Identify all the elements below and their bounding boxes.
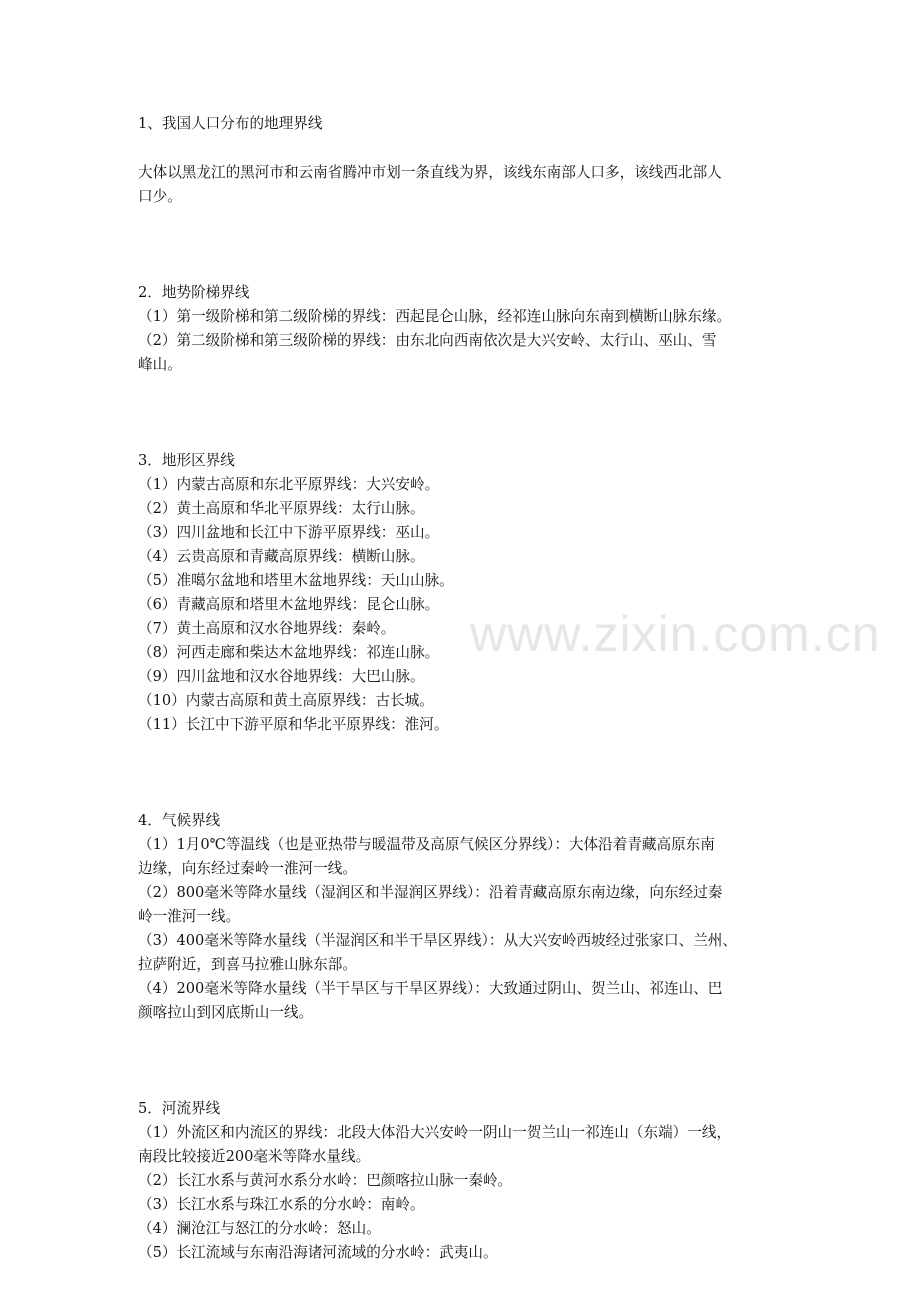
paragraph-line: 大体以黑龙江的黑河市和云南省腾冲市划一条直线为界，该线东南部人口多，该线西北部人	[138, 164, 722, 181]
list-item-continued: 颜喀拉山到冈底斯山一线。	[138, 1004, 314, 1021]
section-title: 5．河流界线	[138, 1100, 221, 1117]
list-item-continued: 峰山。	[138, 356, 182, 373]
paragraph-line: 口少。	[138, 188, 182, 205]
document-body	[138, 112, 788, 1265]
list-item: （1）第一级阶梯和第二级阶梯的界线：西起昆仑山脉，经祁连山脉向东南到横断山脉东缘。	[138, 308, 732, 325]
list-item: （3）四川盆地和长江中下游平原界线：巫山。	[138, 524, 440, 541]
section-climate-lines	[138, 809, 788, 1025]
list-item-continued: 岭一淮河一线。	[138, 908, 241, 925]
list-item: （4）澜沧江与怒江的分水岭：怒山。	[138, 1220, 381, 1237]
list-item: （1）1月0℃等温线（也是亚热带与暖温带及高原气候区分界线）：大体沿着青藏高原东南	[138, 836, 715, 853]
list-item: （6）青藏高原和塔里木盆地界线：昆仑山脉。	[138, 596, 440, 613]
list-item-continued: 边缘，向东经过秦岭一淮河一线。	[138, 860, 357, 877]
list-item: （5）准噶尔盆地和塔里木盆地界线：天山山脉。	[138, 572, 454, 589]
section-population-line	[138, 112, 788, 209]
list-item: （1）外流区和内流区的界线：北段大体沿大兴安岭一阴山一贺兰山一祁连山（东端）一线，	[138, 1124, 732, 1141]
section-landform-regions	[138, 449, 788, 737]
list-item: （4）200毫米等降水量线（半干旱区与干旱区界线）：大致通过阴山、贺兰山、祁连山、巴	[138, 980, 723, 997]
list-item: （8）河西走廊和柴达木盆地界线：祁连山脉。	[138, 644, 440, 661]
list-item: （5）长江流域与东南沿海诸河流域的分水岭：武夷山。	[138, 1244, 498, 1261]
list-item: （2）长江水系与黄河水系分水岭：巴颜喀拉山脉一秦岭。	[138, 1172, 513, 1189]
section-terrain-steps	[138, 281, 788, 377]
list-item: （2）第二级阶梯和第三级阶梯的界线：由东北向西南依次是大兴安岭、太行山、巫山、雪	[138, 332, 717, 349]
section-title: 2．地势阶梯界线	[138, 284, 250, 301]
watermark: www.zixin.com.cn	[470, 606, 881, 662]
list-item: （9）四川盆地和汉水谷地界线：大巴山脉。	[138, 668, 425, 685]
section-title: 1、我国人口分布的地理界线	[138, 115, 323, 132]
list-item: （7）黄土高原和汉水谷地界线：秦岭。	[138, 620, 396, 637]
list-item: （4）云贵高原和青藏高原界线：横断山脉。	[138, 548, 425, 565]
list-item-continued: 南段比较接近200毫米等降水量线。	[138, 1148, 371, 1165]
list-item: （10）内蒙古高原和黄土高原界线：古长城。	[138, 692, 434, 709]
list-item: （3）400毫米等降水量线（半湿润区和半干旱区界线）：从大兴安岭西坡经过张家口、兰州、	[138, 932, 737, 949]
list-item: （2）800毫米等降水量线（湿润区和半湿润区界线）：沿着青藏高原东南边缘，向东经过秦	[138, 884, 723, 901]
section-title: 4．气候界线	[138, 812, 221, 829]
list-item-continued: 拉萨附近，到喜马拉雅山脉东部。	[138, 956, 357, 973]
list-item: （1）内蒙古高原和东北平原界线：大兴安岭。	[138, 476, 440, 493]
section-title: 3．地形区界线	[138, 452, 235, 469]
section-river-lines	[138, 1097, 788, 1265]
list-item: （11）长江中下游平原和华北平原界线：淮河。	[138, 716, 449, 733]
list-item: （3）长江水系与珠江水系的分水岭：南岭。	[138, 1196, 425, 1213]
list-item: （2）黄土高原和华北平原界线：太行山脉。	[138, 500, 425, 517]
